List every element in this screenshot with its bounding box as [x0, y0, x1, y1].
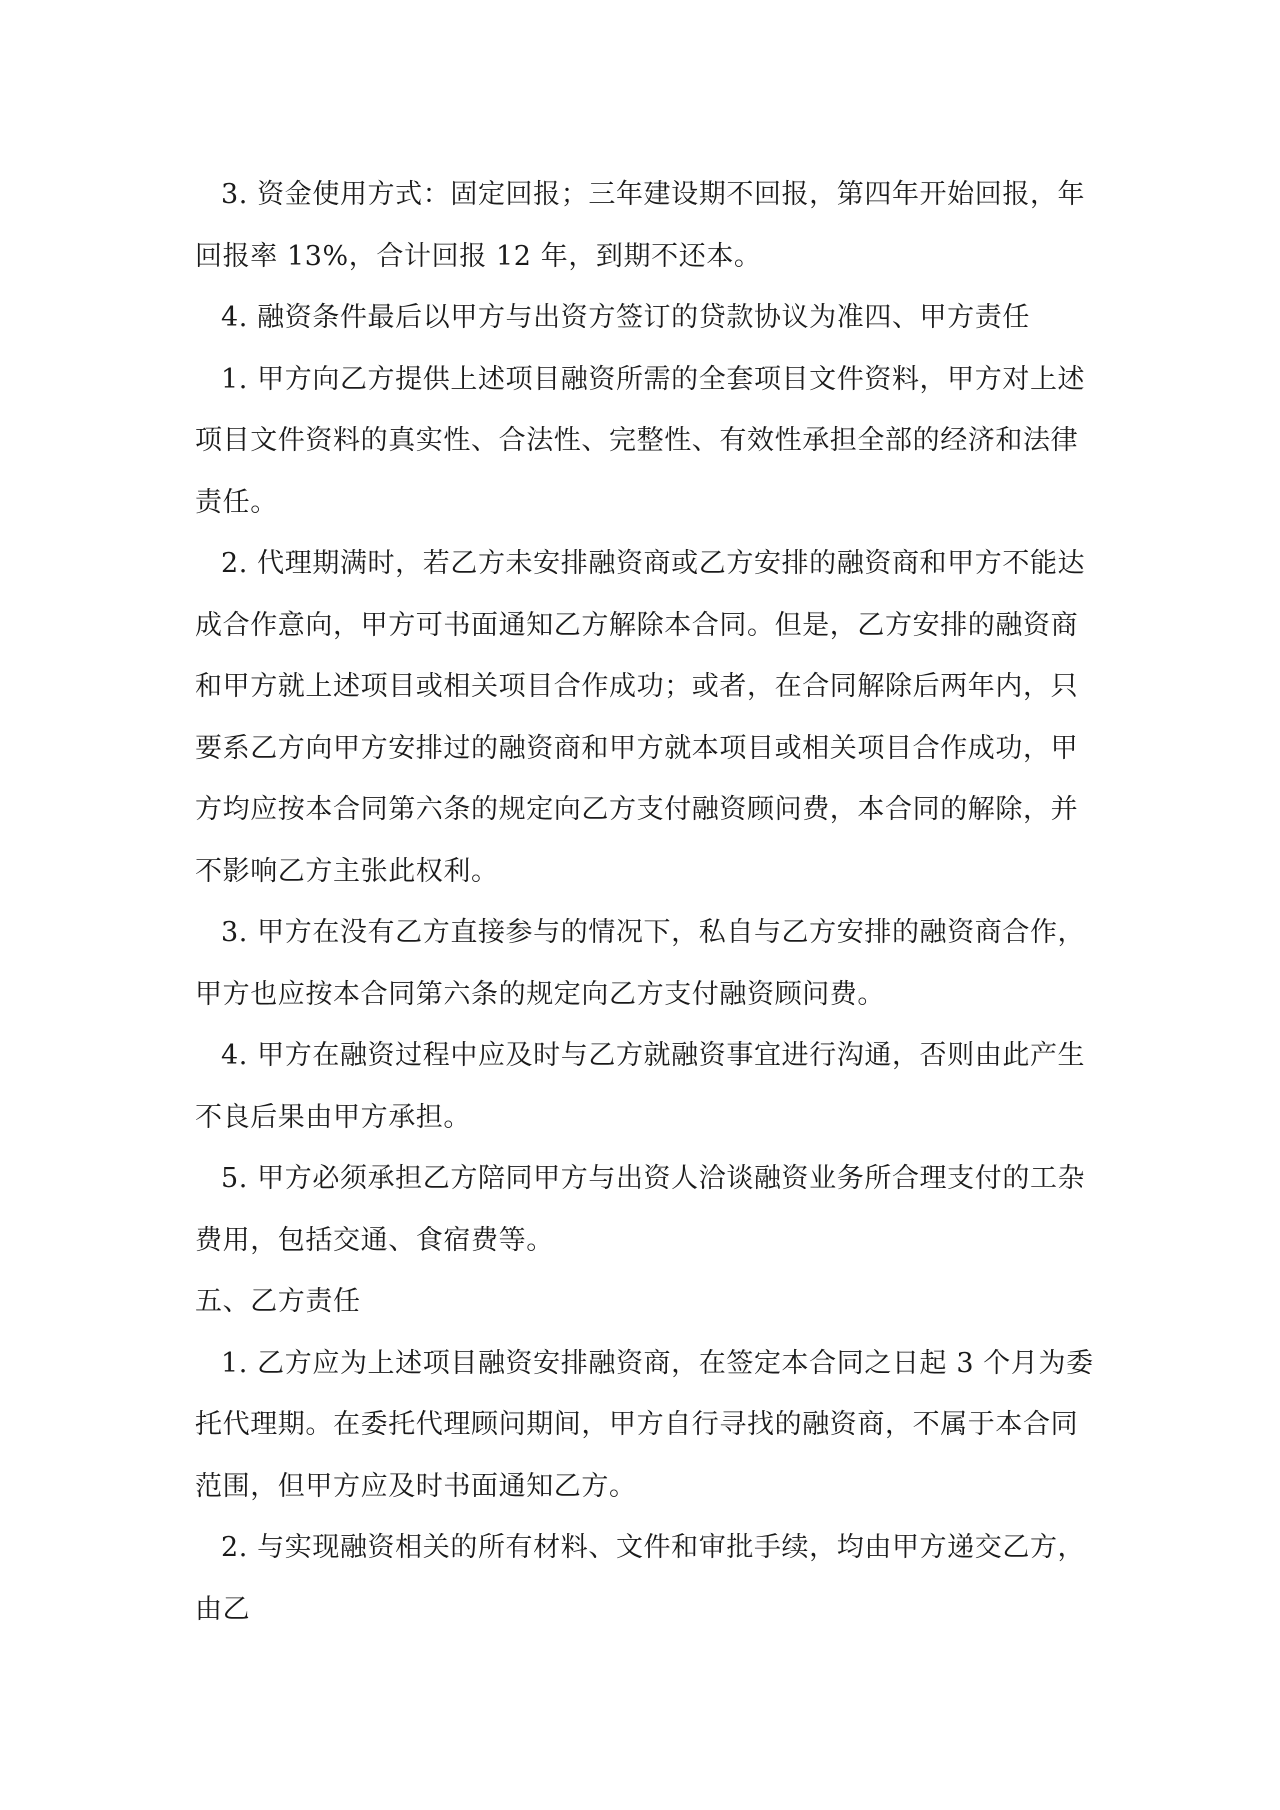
paragraph-party-b-duty-1: 1. 乙方应为上述项目融资安排融资商，在签定本合同之日起 3 个月为委托代理期。在委托代理顾问期间，甲方自行寻找的融资商，不属于本合同范围，但甲方应及时书面通知乙方。: [195, 1347, 1094, 1502]
paragraph-funding-usage: 3. 资金使用方式：固定回报；三年建设期不回报，第四年开始回报，年回报率 13%，合计回报 12 年，到期不还本。: [195, 179, 1086, 272]
paragraph-party-a-duty-3: 3. 甲方在没有乙方直接参与的情况下，私自与乙方安排的融资商合作，甲方也应按本合同第六条的规定向乙方支付融资顾问费。: [195, 917, 1086, 1010]
paragraph-party-b-duty-2: 2. 与实现融资相关的所有材料、文件和审批手续，均由甲方递交乙方，由乙: [195, 1532, 1086, 1625]
paragraph-financing-conditions: 4. 融资条件最后以甲方与出资方签订的贷款协议为准四、甲方责任: [221, 302, 1030, 333]
paragraph-party-a-duty-5: 5. 甲方必须承担乙方陪同甲方与出资人洽谈融资业务所合理支付的工杂费用，包括交通、食宿费等。: [195, 1163, 1086, 1256]
paragraph-party-a-duty-1: 1. 甲方向乙方提供上述项目融资所需的全套项目文件资料，甲方对上述项目文件资料的真实性、合法性、完整性、有效性承担全部的经济和法律责任。: [195, 363, 1086, 518]
document-body: [195, 164, 1095, 1640]
paragraph-party-a-duty-4: 4. 甲方在融资过程中应及时与乙方就融资事宜进行沟通，否则由此产生不良后果由甲方承担。: [195, 1040, 1086, 1133]
section-heading-party-b: 五、乙方责任: [195, 1286, 361, 1317]
paragraph-party-a-duty-2: 2. 代理期满时，若乙方未安排融资商或乙方安排的融资商和甲方不能达成合作意向，甲方可书面通知乙方解除本合同。但是，乙方安排的融资商和甲方就上述项目或相关项目合作成功；或者，在合同解除后两年内，只要系乙方向甲方安排过的融资商和甲方就本项目或相关项目合作成功，甲方均应按本合同第六条的规定向乙方支付融资顾问费，本合同的解除，并不影响乙方主张此权利。: [195, 548, 1086, 887]
